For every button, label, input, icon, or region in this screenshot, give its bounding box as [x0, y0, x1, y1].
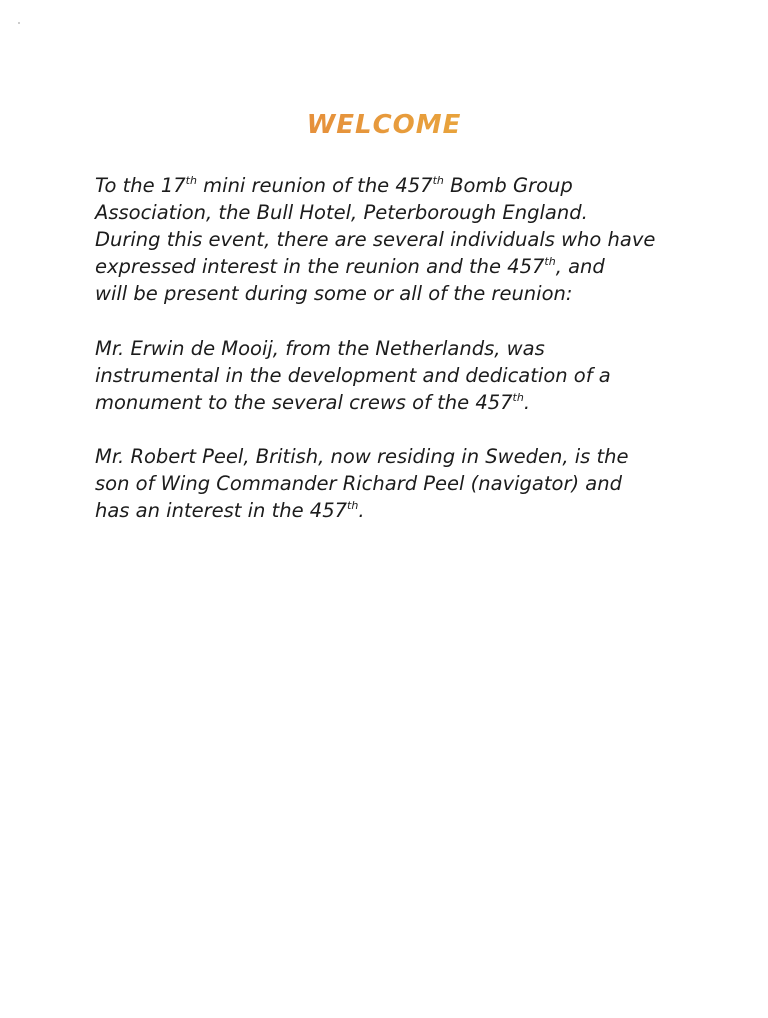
- robert-peel-paragraph: [95, 443, 695, 524]
- page-title: WELCOME: [0, 110, 768, 140]
- text-line: [95, 497, 695, 524]
- text-run: To the 17: [95, 174, 186, 197]
- text-run: has an interest in the 457: [95, 499, 348, 522]
- text-run: .: [358, 499, 365, 522]
- ordinal-suffix: th: [512, 390, 524, 404]
- text-line: [95, 470, 695, 497]
- text-run: .: [523, 391, 531, 414]
- text-run: Mr. Robert Peel, British, now residing in Sweden, is the: [95, 445, 629, 468]
- text-run: monument to the several crews of the 457: [95, 391, 513, 414]
- text-line: [95, 226, 695, 253]
- text-run: mini reunion of the 457: [196, 174, 433, 197]
- text-run: Mr. Erwin de Mooij, from the Netherlands, was: [95, 337, 545, 360]
- text-line: [95, 253, 695, 280]
- ordinal-suffix: th: [432, 173, 444, 187]
- erwin-de-mooij-paragraph: [95, 335, 695, 416]
- text-line: [95, 335, 695, 362]
- text-line: [95, 172, 695, 199]
- text-run: Association, the Bull Hotel, Peterborough England.: [95, 201, 588, 224]
- text-run: , and: [555, 255, 605, 278]
- text-line: [95, 362, 695, 389]
- paper-speck: [18, 22, 20, 24]
- text-line: [95, 389, 695, 416]
- text-line: [95, 199, 695, 226]
- ordinal-suffix: th: [544, 254, 556, 268]
- text-run: expressed interest in the reunion and the 457: [95, 255, 545, 278]
- text-run: During this event, there are several individuals who have: [95, 228, 656, 251]
- ordinal-suffix: th: [347, 498, 359, 512]
- text-run: instrumental in the development and dedication of a: [95, 364, 611, 387]
- text-run: son of Wing Commander Richard Peel (navigator) and: [95, 472, 622, 495]
- text-run: will be present during some or all of the reunion:: [95, 282, 573, 305]
- ordinal-suffix: th: [185, 173, 197, 187]
- text-line: [95, 443, 695, 470]
- intro-paragraph: [95, 172, 695, 307]
- text-run: Bomb Group: [443, 174, 573, 197]
- text-line: [95, 280, 695, 307]
